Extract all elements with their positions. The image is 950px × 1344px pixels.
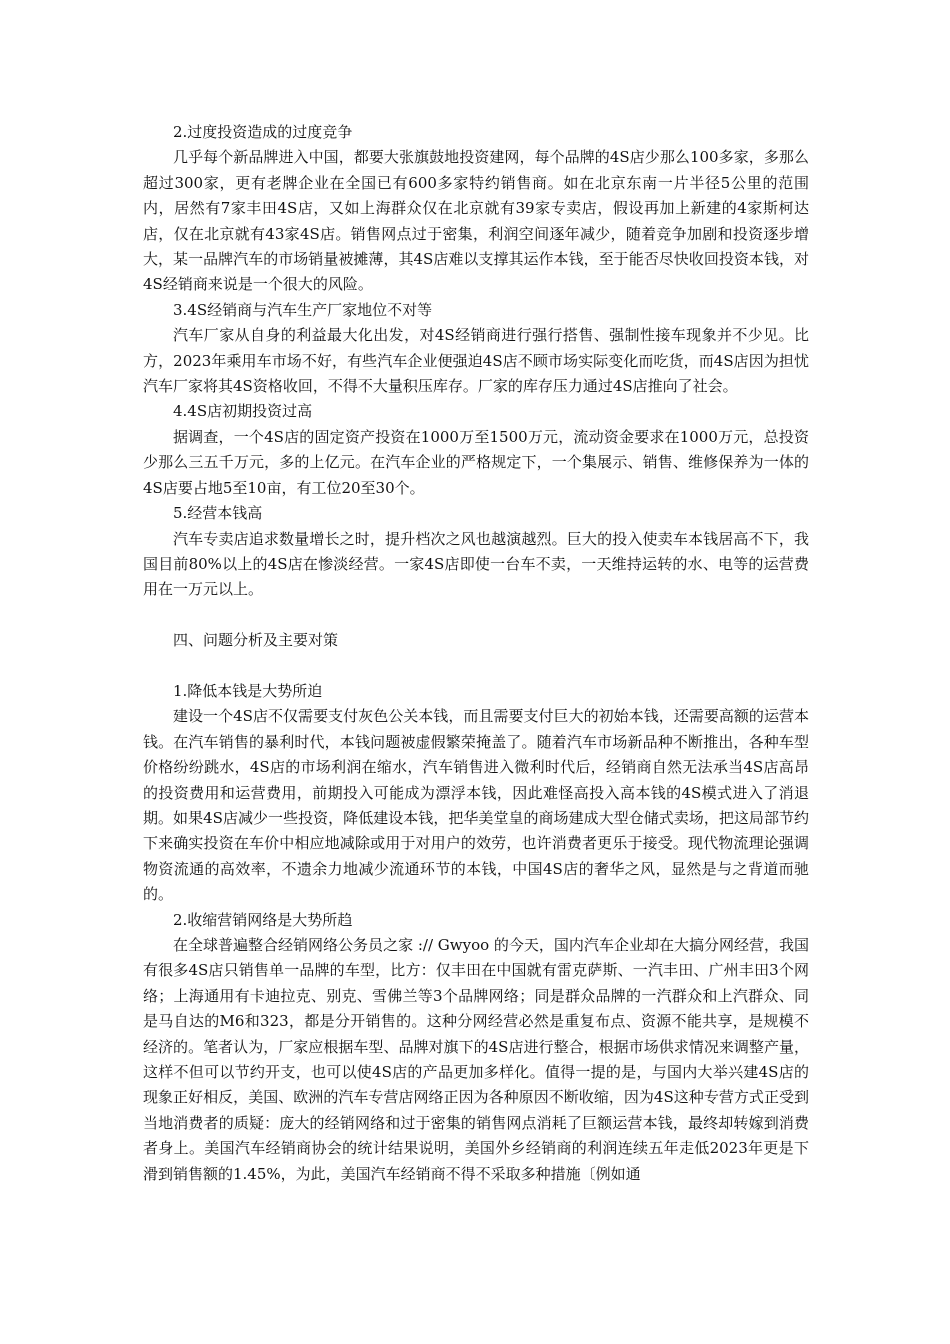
blank-line [143,654,809,679]
paragraph: 几乎每个新品牌进入中国，都要大张旗鼓地投资建网，每个品牌的4S店少那么100多家，多那么超过300家，更有老牌企业在全国已有600多家特约销售商。如在北京东南一片半径5公里的范围内，居然有7家丰田4S店，又如上海群众仅在北京就有39家专卖店，假设再加上新建的4家斯柯达店，仅在北京就有43家4S店。销售网点过于密集，利润空间逐年减少，随着竞争加剧和投资逐步增大，某一品牌汽车的市场销量被摊薄，其4S店难以支撑其运作本钱，至于能否尽快收回投资本钱，对4S经销商来说是一个很大的风险。 [143,148,809,294]
section-heading: 4.4S店初期投资过高 [173,402,313,421]
paragraph: 建设一个4S店不仅需要支付灰色公关本钱，而且需要支付巨大的初始本钱，还需要高额的运营本钱。在汽车销售的暴利时代，本钱问题被虚假繁荣掩盖了。随着汽车市场新品种不断推出，各种车型价格纷纷跳水，4S店的市场利润在缩水，汽车销售进入微利时代后，经销商自然无法承当4S店高昂的投资费用和运营费用，前期投入可能成为漂浮本钱，因此难怪高投入高本钱的4S模式进入了消退期。如果4S店减少一些投资，降低建设本钱，把华美堂皇的商场建成大型仓储式卖场，把这局部节约下来确实投资在车价中相应地减除或用于对用户的效劳，也许消费者更乐于接受。现代物流理论强调物资流通的高效率，不遗余力地减少流通环节的本钱，中国4S店的奢华之风，显然是与之背道而驰的。 [143,707,809,904]
section-heading: 5.经营本钱高 [173,504,263,523]
paragraph: 在全球普遍整合经销网络公务员之家 :// Gwyoo 的今天，国内汽车企业却在大搞分网经营，我国有很多4S店只销售单一品牌的车型，比方：仅丰田在中国就有雷克萨斯、一汽丰田、广州丰田3个网络；上海通用有卡迪拉克、别克、雪佛兰等3个品牌网络；同是群众品牌的一汽群众和上汽群众、同是马自达的M6和323，都是分开销售的。这种分网经营必然是重复布点、资源不能共享，是规模不经济的。笔者认为，厂家应根据车型、品牌对旗下的4S店进行整合，根据市场供求情况来调整产量，这样不但可以节约开支，也可以使4S店的产品更加多样化。值得一提的是，与国内大举兴建4S店的现象正好相反，美国、欧洲的汽车专营店网络正因为各种原因不断收缩，因为4S这种专营方式正受到当地消费者的质疑：庞大的经销网络和过于密集的销售网点消耗了巨额运营本钱，最终却转嫁到消费者身上。美国汽车经销商协会的统计结果说明，美国外乡经销商的利润连续五年走低2023年更是下滑到销售额的1.45%，为此，美国汽车经销商不得不采取多种措施〔例如通 [143,935,809,1183]
paragraph: 汽车厂家从自身的利益最大化出发，对4S经销商进行强行搭售、强制性接车现象并不少见。比方，2023年乘用车市场不好，有些汽车企业便强迫4S店不顾市场实际变化而吃货，而4S店因为担忧汽车厂家将其4S资格收回，不得不大量积压库存。厂家的库存压力通过4S店推向了社会。 [143,326,809,396]
section-heading: 2.过度投资造成的过度竞争 [173,123,353,141]
section-heading: 3.4S经销商与汽车生产厂家地位不对等 [173,300,433,319]
chapter-heading: 四、问题分析及主要对策 [173,631,339,650]
section-heading: 2.收缩营销网络是大势所趋 [173,910,353,929]
section-heading: 1.降低本钱是大势所迫 [173,681,323,700]
paragraph: 汽车专卖店追求数量增长之时，提升档次之风也越演越烈。巨大的投入使卖车本钱居高不下，我国目前80%以上的4S店在惨淡经营。一家4S店即使一台车不卖，一天维持运转的水、电等的运营费用在一万元以上。 [143,529,809,599]
blank-line [143,603,809,628]
paragraph: 据调查，一个4S店的固定资产投资在1000万至1500万元，流动资金要求在1000万元，总投资少那么三五千万元，多的上亿元。在汽车企业的严格规定下，一个集展示、销售、维修保养为一体的4S店要占地5至10亩，有工位20至30个。 [143,427,809,497]
document-page [143,120,809,1187]
